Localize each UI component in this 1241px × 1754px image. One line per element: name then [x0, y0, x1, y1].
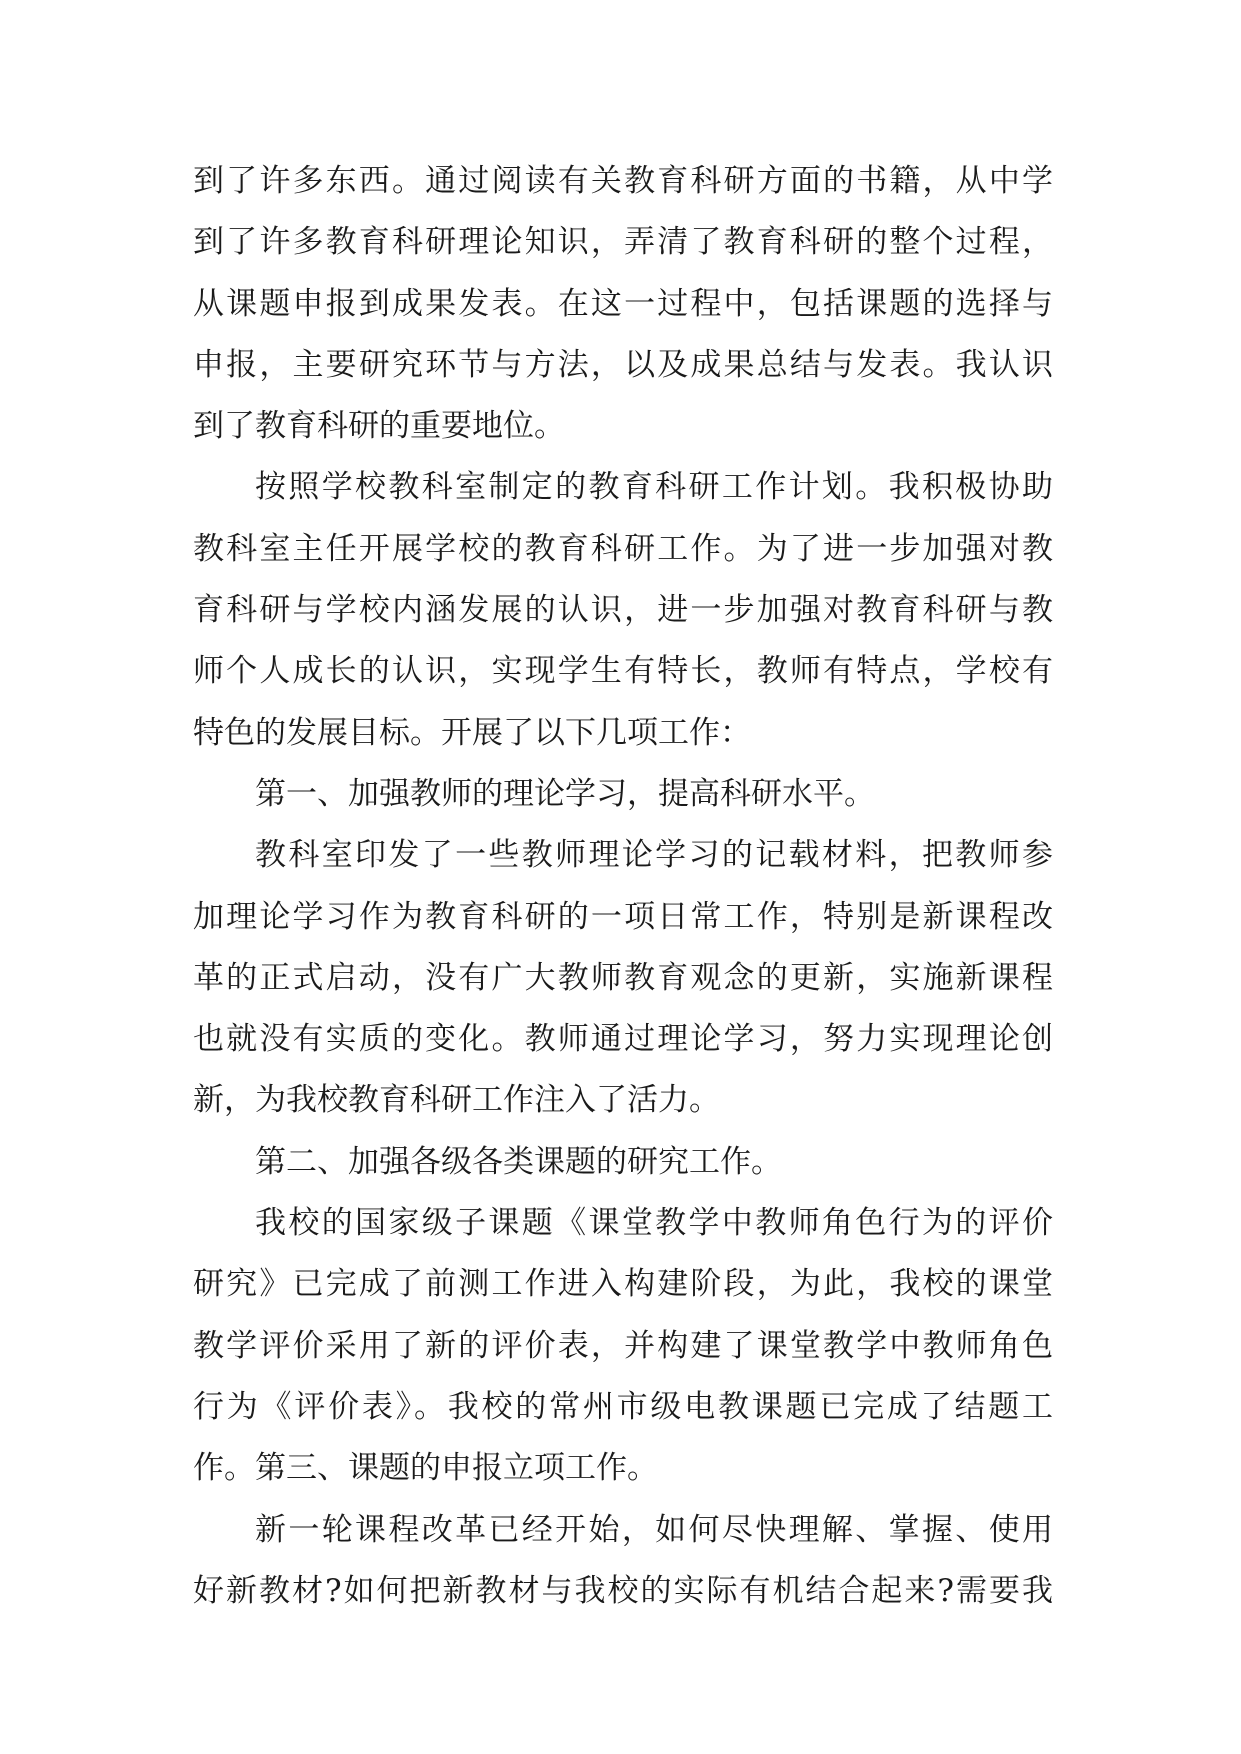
document-body: [193, 151, 1053, 1622]
text-line: 教科室主任开展学校的教育科研工作。为了进一步加强对教: [193, 530, 1053, 567]
text-line: 新一轮课程改革已经开始，如何尽快理解、掌握、使用: [255, 1511, 1053, 1548]
text-line: 革的正式启动，没有广大教师教育观念的更新，实施新课程: [193, 959, 1053, 996]
text-line: 申报，主要研究环节与方法，以及成果总结与发表。我认识: [193, 346, 1053, 383]
text-line: 到了许多东西。通过阅读有关教育科研方面的书籍，从中学: [193, 163, 1053, 199]
text-line: 师个人成长的认识，实现学生有特长，教师有特点，学校有: [193, 653, 1053, 690]
text-line: 研究》已完成了前测工作进入构建阶段，为此，我校的课堂: [193, 1266, 1053, 1303]
text-line: 第一、加强教师的理论学习，提高科研水平。: [255, 775, 875, 812]
text-line: 到了许多教育科研理论知识，弄清了教育科研的整个过程，: [193, 224, 1053, 261]
text-line: 加理论学习作为教育科研的一项日常工作，特别是新课程改: [193, 898, 1053, 935]
text-line: 按照学校教科室制定的教育科研工作计划。我积极协助: [255, 469, 1053, 506]
text-line: 到了教育科研的重要地位。: [193, 408, 565, 445]
text-line: 行为《评价表》。我校的常州市级电教课题已完成了结题工: [193, 1388, 1053, 1425]
text-line: 教学评价采用了新的评价表，并构建了课堂教学中教师角色: [193, 1327, 1053, 1364]
text-line: 我校的国家级子课题《课堂教学中教师角色行为的评价: [255, 1205, 1053, 1242]
text-line: 教科室印发了一些教师理论学习的记载材料，把教师参: [255, 837, 1053, 874]
text-line: 也就没有实质的变化。教师通过理论学习，努力实现理论创: [193, 1021, 1053, 1058]
text-line: 好新教材?如何把新教材与我校的实际有机结合起来?需要我: [193, 1572, 1053, 1609]
text-line: 育科研与学校内涵发展的认识，进一步加强对教育科研与教: [193, 592, 1053, 629]
text-line: 从课题申报到成果发表。在这一过程中，包括课题的选择与: [193, 285, 1053, 322]
text-line: 第二、加强各级各类课题的研究工作。: [255, 1143, 782, 1180]
text-line: 特色的发展目标。开展了以下几项工作：: [193, 714, 751, 751]
text-line: 作。第三、课题的申报立项工作。: [193, 1450, 658, 1487]
text-line: 新，为我校教育科研工作注入了活力。: [193, 1082, 720, 1119]
